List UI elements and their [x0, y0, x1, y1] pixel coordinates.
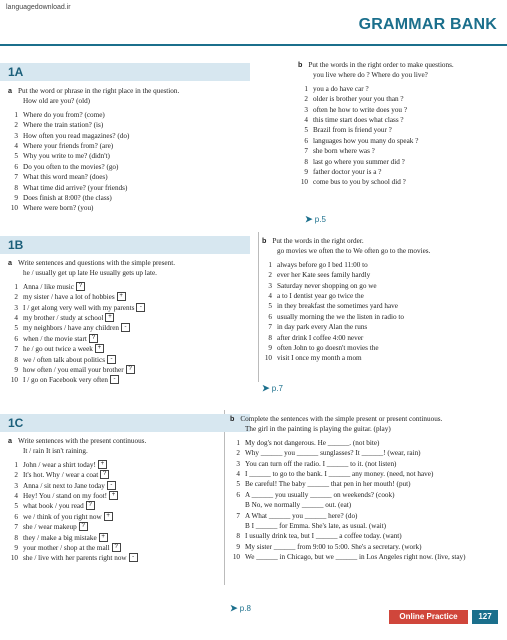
- list-item: [262, 291, 498, 301]
- s1a-a: [8, 86, 248, 214]
- item-text: Where were born? (you): [23, 204, 94, 213]
- sign-box: -: [121, 323, 130, 332]
- item-list: [8, 460, 218, 564]
- list-item: [298, 105, 498, 115]
- item-text: What time did arrive? (your friends): [23, 183, 128, 192]
- item-number: 2: [14, 293, 18, 302]
- item-text: A What ______ you ______ here? (do): [245, 511, 358, 520]
- section-band-1c: [0, 414, 250, 432]
- item-number: 4: [14, 314, 18, 323]
- item-text: What this word mean? (does): [23, 173, 108, 182]
- item-text: Hey! You / stand on my foot!: [23, 492, 108, 501]
- sign-box: -: [136, 303, 145, 312]
- exercise-letter: a: [8, 86, 12, 95]
- item-number: 3: [14, 481, 18, 490]
- item-number: 6: [268, 312, 272, 321]
- item-text: father doctor your is a ?: [313, 168, 382, 177]
- item-text: often John to go doesn't movies the: [277, 344, 379, 353]
- list-item: [8, 501, 218, 511]
- list-item: [230, 469, 500, 479]
- item-text: How often you read magazines? (do): [23, 131, 130, 140]
- item-number: [230, 521, 240, 531]
- sign-box: -: [129, 553, 138, 562]
- example: It / rain It isn't raining.: [23, 447, 88, 456]
- item-text: A ______ you usually ______ on weekends? (cook): [245, 490, 395, 499]
- list-item: [8, 334, 248, 344]
- item-number: 1: [14, 282, 18, 291]
- exercise-letter: b: [230, 414, 235, 423]
- list-item: [8, 292, 248, 302]
- item-number: 8: [304, 157, 308, 166]
- instruction: Write sentences and questions with the simple present.: [18, 259, 175, 267]
- item-number: 7: [304, 147, 308, 156]
- list-item: [262, 343, 498, 353]
- item-list: [8, 110, 248, 214]
- list-item: [8, 110, 248, 120]
- sign-box: +: [117, 292, 126, 301]
- list-item: [298, 136, 498, 146]
- list-item: [8, 355, 248, 365]
- item-number: 4: [268, 292, 272, 301]
- item-number: 10: [10, 554, 18, 563]
- list-item: [298, 157, 498, 167]
- sign-box: -: [107, 355, 116, 364]
- list-item: [8, 365, 248, 375]
- instruction: Put the words in the right order to make questions.: [308, 61, 454, 69]
- item-text: we / think of you right now: [23, 512, 102, 521]
- list-item: [230, 531, 500, 541]
- example: he / usually get up late He usually gets up late.: [23, 269, 157, 278]
- example: The girl in the painting is playing the guitar. (play): [245, 425, 391, 434]
- item-number: 7: [236, 511, 240, 520]
- item-text: You can turn off the radio. I ______ to it. (not listen): [245, 459, 397, 468]
- item-number: 8: [14, 183, 18, 192]
- item-text: My sister ______ from 9:00 to 5:00. She's a secretary. (work): [245, 542, 422, 551]
- list-item: [262, 260, 498, 270]
- instruction: Write sentences with the present continuous.: [18, 437, 147, 445]
- item-text: Be careful! The baby ______ that pen in her mouth! (put): [245, 480, 411, 489]
- list-item: [8, 460, 218, 470]
- list-item: [298, 94, 498, 104]
- list-item: [230, 479, 500, 489]
- s1c-b: [230, 414, 500, 563]
- item-text: Anna / sit next to Jane today: [23, 481, 105, 490]
- list-item: [262, 322, 498, 332]
- example: you live where do ? Where do you live?: [313, 71, 428, 80]
- item-text: my sister / have a lot of hobbies: [23, 293, 115, 302]
- list-item: [8, 172, 248, 182]
- list-item: [230, 500, 500, 510]
- list-item: [8, 481, 218, 491]
- item-text: B I ______ for Emma. She's late, as usual. (wait): [245, 522, 387, 531]
- list-item: [230, 511, 500, 521]
- example: How old are you? (old): [23, 97, 91, 106]
- item-number: 5: [14, 152, 18, 161]
- item-text: ever her Kate sees family hardly: [277, 271, 371, 280]
- item-text: she / live with her parents right now: [23, 554, 127, 563]
- sign-box: -: [110, 375, 119, 384]
- item-text: my brother / study at school: [23, 314, 104, 323]
- item-text: I usually drink tea, but I ______ a coffee today. (want): [245, 532, 402, 541]
- page-title: GRAMMAR BANK: [358, 16, 497, 33]
- item-text: We ______ in Chicago, but we ______ in Los Angeles right now. (live, stay): [245, 553, 466, 562]
- item-number: 8: [268, 333, 272, 342]
- item-text: My dog's not dangerous. He ______. (not bite): [245, 438, 380, 447]
- item-text: when / the movie start: [23, 334, 87, 343]
- list-item: [298, 177, 498, 187]
- instruction: Put the word or phrase in the right place in the question.: [18, 87, 180, 95]
- item-number: 10: [300, 178, 308, 187]
- item-number: 5: [14, 502, 18, 511]
- list-item: [8, 151, 248, 161]
- list-item: [230, 542, 500, 552]
- item-number: 5: [14, 324, 18, 333]
- list-item: [8, 375, 248, 385]
- item-number: 7: [268, 323, 272, 332]
- item-number: 3: [14, 131, 18, 140]
- item-text: Brazil from is friend your ?: [313, 126, 392, 135]
- item-number: 9: [14, 194, 18, 203]
- item-list: [230, 438, 500, 563]
- s1a-b: [298, 60, 498, 188]
- item-number: 9: [14, 366, 18, 375]
- list-item: [8, 543, 218, 553]
- item-text: usually morning the we the listen in radio to: [277, 312, 404, 321]
- item-text: come bus to you by school did ?: [313, 178, 406, 187]
- item-number: 6: [14, 162, 18, 171]
- item-number: 6: [14, 512, 18, 521]
- item-number: 2: [268, 271, 272, 280]
- item-text: older is brother your you than ?: [313, 95, 404, 104]
- item-text: in they breakfast the sometimes yard have: [277, 302, 398, 311]
- item-number: 1: [236, 438, 240, 447]
- site-url: languagedownload.ir: [6, 4, 71, 11]
- sign-box: ?: [126, 365, 135, 374]
- item-list: [262, 260, 498, 364]
- page-number: 127: [472, 610, 498, 624]
- list-item: [8, 141, 248, 151]
- item-number: 6: [304, 136, 308, 145]
- item-number: 2: [14, 471, 18, 480]
- item-number: 4: [236, 470, 240, 479]
- item-text: John / wear a shirt today!: [23, 460, 96, 469]
- list-item: [230, 459, 500, 469]
- sign-box: +: [98, 460, 107, 469]
- item-text: she born where was ?: [313, 147, 375, 156]
- list-item: [8, 470, 218, 480]
- list-item: [8, 522, 218, 532]
- sign-box: ?: [89, 334, 98, 343]
- list-item: [8, 313, 248, 323]
- item-list: [298, 84, 498, 188]
- item-number: 9: [14, 544, 18, 553]
- header-rule: [0, 44, 507, 46]
- item-number: 3: [236, 459, 240, 468]
- item-text: Where the train station? (is): [23, 121, 104, 130]
- item-text: visit I once my month a mom: [277, 354, 362, 363]
- instruction: Complete the sentences with the simple present or present continuous.: [240, 415, 443, 423]
- list-item: [8, 323, 248, 333]
- list-item: [8, 344, 248, 354]
- item-text: B No, we normally ______ out. (eat): [245, 501, 352, 510]
- list-item: [230, 490, 500, 500]
- sign-box: +: [95, 344, 104, 353]
- item-number: 2: [236, 449, 240, 458]
- item-list: [8, 282, 248, 386]
- section-band-1b: [0, 236, 250, 254]
- item-number: 4: [14, 492, 18, 501]
- item-number: 1: [14, 110, 18, 119]
- list-item: [262, 301, 498, 311]
- item-number: 5: [236, 480, 240, 489]
- item-text: you a do have car ?: [313, 84, 369, 93]
- item-text: I ______ to go to the bank. I ______ any money. (need, not have): [245, 470, 434, 479]
- item-text: Why you write to me? (didn't): [23, 152, 110, 161]
- s1b-b: [262, 236, 498, 364]
- item-number: 8: [236, 532, 240, 541]
- list-item: [8, 162, 248, 172]
- item-text: Where your friends from? (are): [23, 142, 114, 151]
- list-item: [8, 131, 248, 141]
- item-number: 10: [232, 553, 240, 562]
- item-number: 4: [14, 142, 18, 151]
- item-number: 9: [304, 168, 308, 177]
- sign-box: -: [107, 481, 116, 490]
- item-number: 9: [236, 542, 240, 551]
- item-number: 7: [14, 345, 18, 354]
- list-item: [230, 438, 500, 448]
- section-label: 1B: [8, 238, 24, 252]
- item-text: always before go I bed 11:00 to: [277, 260, 368, 269]
- item-text: Does finish at 8:00? (the class): [23, 194, 112, 203]
- list-item: [8, 553, 218, 563]
- sign-box: +: [99, 533, 108, 542]
- sign-box: ?: [76, 282, 85, 291]
- list-item: [230, 448, 500, 458]
- sign-box: ?: [79, 522, 88, 531]
- item-text: Where do you from? (come): [23, 110, 105, 119]
- list-item: [262, 281, 498, 291]
- item-text: I / go on Facebook very often: [23, 376, 109, 385]
- item-number: 1: [14, 460, 18, 469]
- item-number: 6: [14, 334, 18, 343]
- sign-box: ?: [100, 470, 109, 479]
- item-number: 3: [304, 105, 308, 114]
- item-text: often he how to write does you ?: [313, 105, 408, 114]
- item-text: last go where you summer did ?: [313, 157, 405, 166]
- section-label: 1C: [8, 416, 24, 430]
- list-item: [8, 183, 248, 193]
- sign-box: ?: [86, 501, 95, 510]
- instruction: Put the words in the right order.: [272, 237, 364, 245]
- item-text: we / often talk about politics: [23, 355, 106, 364]
- item-text: she / wear makeup: [23, 523, 77, 532]
- item-text: your mother / shop at the mall: [23, 544, 110, 553]
- list-item: [8, 120, 248, 130]
- item-text: Do you often to the movies? (go): [23, 162, 119, 171]
- item-text: Anna / like music: [23, 282, 74, 291]
- item-number: 10: [10, 204, 18, 213]
- exercise-letter: b: [298, 60, 303, 69]
- item-text: how often / you email your brother: [23, 366, 124, 375]
- list-item: [298, 167, 498, 177]
- item-text: they / make a big mistake: [23, 533, 97, 542]
- item-number: 5: [304, 126, 308, 135]
- item-text: this time start does what class ?: [313, 116, 404, 125]
- list-item: [298, 125, 498, 135]
- item-text: my neighbors / have any children: [23, 324, 120, 333]
- page-ref[interactable]: ➤ p.5: [305, 214, 326, 224]
- list-item: [262, 353, 498, 363]
- online-practice-badge[interactable]: Online Practice: [389, 610, 468, 624]
- item-number: 1: [304, 84, 308, 93]
- exercise-letter: a: [8, 258, 12, 267]
- list-item: [298, 146, 498, 156]
- list-item: [8, 303, 248, 313]
- item-number: 7: [14, 173, 18, 182]
- s1c-a: [8, 436, 218, 564]
- list-item: [8, 512, 218, 522]
- list-item: [262, 312, 498, 322]
- item-number: 5: [268, 302, 272, 311]
- item-text: languages how you many do speak ?: [313, 136, 419, 145]
- list-item: [262, 270, 498, 280]
- list-item: [8, 491, 218, 501]
- list-item: [262, 333, 498, 343]
- item-text: after drink I coffee 4:00 never: [277, 333, 364, 342]
- item-number: 7: [14, 523, 18, 532]
- divider: [224, 410, 225, 585]
- divider: [258, 232, 259, 382]
- section-band-1a: [0, 63, 250, 81]
- item-text: in day park every Alan the runs: [277, 323, 368, 332]
- item-number: 2: [14, 121, 18, 130]
- item-number: 10: [264, 354, 272, 363]
- list-item: [8, 533, 218, 543]
- page-ref[interactable]: ➤ p.7: [262, 383, 283, 393]
- list-item: [8, 282, 248, 292]
- item-number: 10: [10, 376, 18, 385]
- page-ref[interactable]: ➤ p.8: [230, 603, 251, 613]
- example: go movies we often the to We often go to the movies.: [277, 247, 431, 256]
- list-item: [230, 552, 500, 562]
- list-item: [230, 521, 500, 531]
- item-number: 3: [14, 303, 18, 312]
- sign-box: +: [104, 512, 113, 521]
- item-number: [230, 500, 240, 510]
- section-label: 1A: [8, 65, 24, 79]
- item-number: 2: [304, 95, 308, 104]
- list-item: [8, 193, 248, 203]
- item-number: 4: [304, 116, 308, 125]
- item-text: a to I dentist year go twice the: [277, 292, 364, 301]
- sign-box: +: [109, 491, 118, 500]
- item-text: It's hot. Why / wear a coat: [23, 471, 99, 480]
- item-text: he / go out twice a week: [23, 345, 93, 354]
- item-number: 9: [268, 344, 272, 353]
- sign-box: ?: [112, 543, 121, 552]
- item-text: Saturday never shopping on go we: [277, 281, 377, 290]
- item-number: 6: [236, 490, 240, 499]
- item-number: 1: [268, 260, 272, 269]
- item-text: Why ______ you ______ sunglasses? It ______! (wear, rain): [245, 449, 421, 458]
- list-item: [298, 84, 498, 94]
- s1b-a: [8, 258, 248, 386]
- item-number: 3: [268, 281, 272, 290]
- list-item: [8, 203, 248, 213]
- exercise-letter: b: [262, 236, 267, 245]
- sign-box: +: [105, 313, 114, 322]
- item-text: what book / you read: [23, 502, 84, 511]
- item-number: 8: [14, 355, 18, 364]
- list-item: [298, 115, 498, 125]
- exercise-letter: a: [8, 436, 12, 445]
- item-number: 8: [14, 533, 18, 542]
- item-text: I / get along very well with my parents: [23, 303, 135, 312]
